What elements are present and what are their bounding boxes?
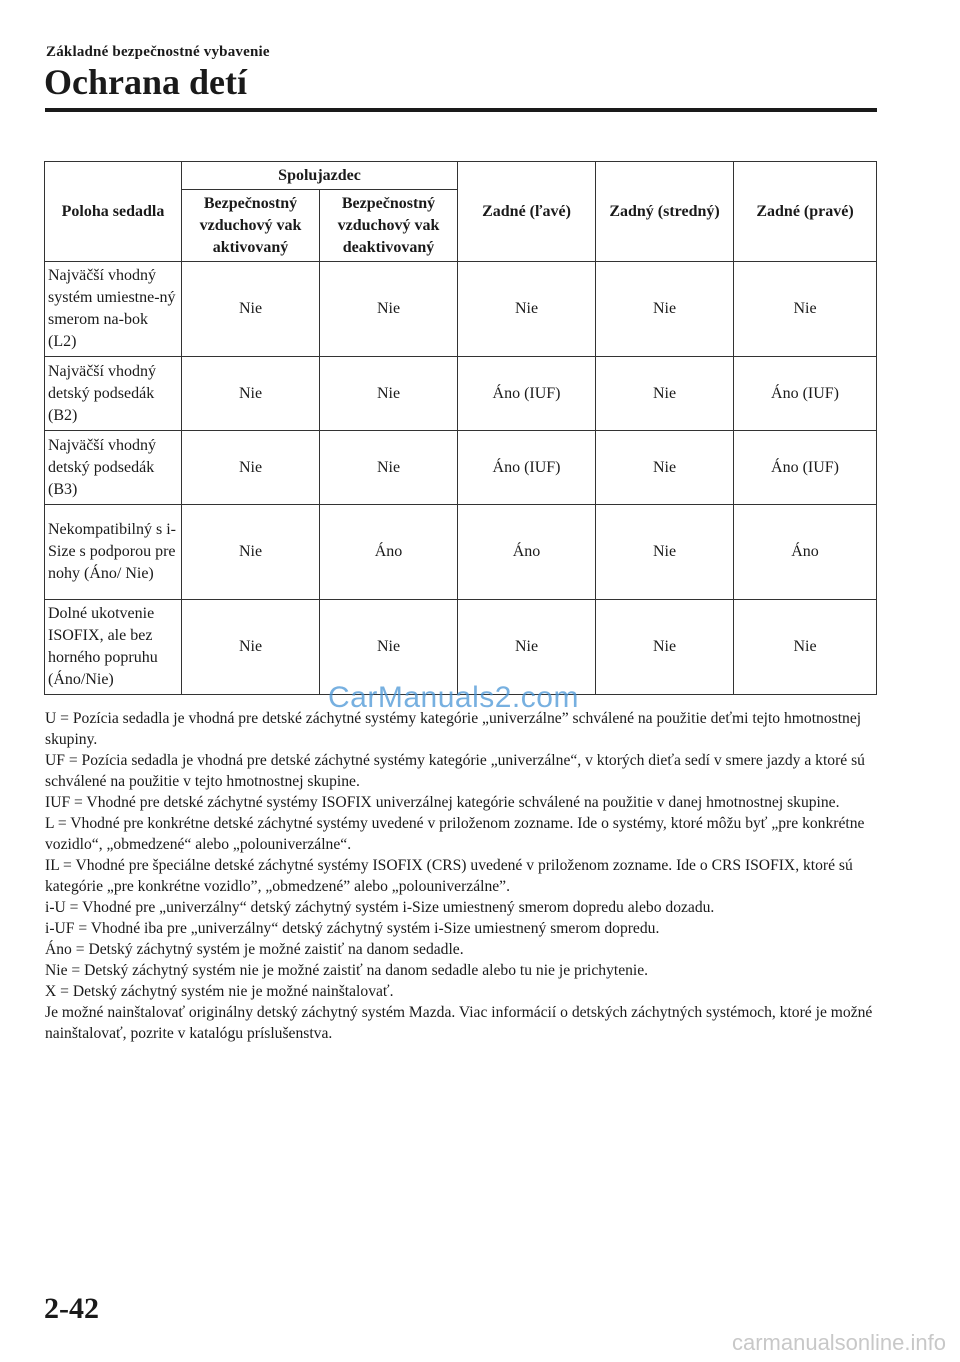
- table-cell: Nie: [182, 262, 320, 357]
- table-cell: Nie: [734, 600, 877, 695]
- table-row: [45, 357, 877, 431]
- table-row: [45, 431, 877, 505]
- note-iuf: IUF = Vhodné pre detské záchytné systémy ISOFIX univerzálnej kategórie schválené na použitie v danej hmotnostnej skupine.: [45, 794, 840, 811]
- table-cell: Nie: [596, 600, 734, 695]
- watermark-logo: CarManuals2.com: [328, 681, 579, 714]
- header-passenger: Spolujazdec: [182, 162, 458, 190]
- note-u: U = Pozícia sedadla je vhodná pre detské záchytné systémy kategórie „univerzálne” schválené na použitie deťmi tejto hmotnostnej skupiny.: [45, 710, 862, 748]
- note-i-uf: i-UF = Vhodné iba pre „univerzálny“ detský záchytný systém i-Size umiestnený smerom dopredu.: [45, 920, 660, 937]
- section-title: Základné bezpečnostné vybavenie: [46, 44, 270, 60]
- table-cell: Nie: [734, 262, 877, 357]
- header-rear-center: Zadný (stredný): [596, 162, 734, 262]
- note-i-u: i-U = Vhodné pre „univerzálny“ detský záchytný systém i-Size umiestnený smerom dopredu alebo dozadu.: [45, 899, 715, 916]
- header-rear-left: Zadné (ľavé): [458, 162, 596, 262]
- table-cell: Áno: [458, 505, 596, 600]
- table-cell: Áno (IUF): [734, 357, 877, 431]
- table-cell: Nie: [458, 600, 596, 695]
- table-cell: Nie: [596, 505, 734, 600]
- compatibility-table: [44, 161, 877, 695]
- table-cell: Nie: [596, 262, 734, 357]
- table-cell: Nie: [320, 262, 458, 357]
- table-cell: Nie: [320, 600, 458, 695]
- note-mazda: Je možné nainštalovať originálny detský záchytný systém Mazda. Viac informácií o detských záchytných systémoch, ktoré je možné nainštalovať, pozrite v katalógu príslušenstva.: [45, 1004, 873, 1042]
- row-label: Dolné ukotvenie ISOFIX, ale bez horného popruhu (Áno/Nie): [45, 600, 182, 695]
- note-l: L = Vhodné pre konkrétne detské záchytné systémy uvedené v priloženom zozname. Ide o systémy, ktoré môžu byť „pre konkrétne vozidlo“, „obmedzené“ alebo „polouniverzálne“.: [45, 815, 865, 853]
- table-cell: Nie: [320, 357, 458, 431]
- note-uf: UF = Pozícia sedadla je vhodná pre detské záchytné systémy kategórie „univerzálne“, v ktorých dieťa sedí v smere jazdy a ktoré sú schválené na použitie v tejto hmotnostnej skupine.: [45, 752, 865, 790]
- page-title: Ochrana detí: [44, 62, 247, 102]
- header-rear-right: Zadné (pravé): [734, 162, 877, 262]
- table-cell: Nie: [182, 600, 320, 695]
- table-cell: Nie: [182, 357, 320, 431]
- note-nie: Nie = Detský záchytný systém nie je možné zaistiť na danom sedadle alebo tu nie je prichytenie.: [45, 962, 649, 979]
- table-row: [45, 262, 877, 357]
- row-label: Najväčší vhodný detský podsedák (B3): [45, 431, 182, 505]
- table-cell: Nie: [320, 431, 458, 505]
- row-label: Najväčší vhodný systém umiestne-ný smerom na-bok (L2): [45, 262, 182, 357]
- table-cell: Áno (IUF): [734, 431, 877, 505]
- row-label: Nekompatibilný s i-Size s podporou pre nohy (Áno/ Nie): [45, 505, 182, 600]
- table-cell: Nie: [458, 262, 596, 357]
- page-number: 2-42: [44, 1292, 99, 1325]
- table-cell: Nie: [182, 505, 320, 600]
- legend-notes: [45, 708, 880, 1044]
- table-cell: Nie: [596, 357, 734, 431]
- table-cell: Nie: [182, 431, 320, 505]
- note-il: IL = Vhodné pre špeciálne detské záchytné systémy ISOFIX (CRS) uvedené v priloženom zozname. Ide o CRS ISOFIX, ktoré sú kategórie „pre konkrétne vozidlo”, „obmedzené” alebo „polouniverzálne”.: [45, 857, 853, 895]
- note-ano: Áno = Detský záchytný systém je možné zaistiť na danom sedadle.: [45, 941, 464, 958]
- table-cell: Áno (IUF): [458, 357, 596, 431]
- site-watermark: carmanualsonline.info: [731, 1330, 946, 1355]
- table-cell: Áno: [734, 505, 877, 600]
- header-seat-position: Poloha sedadla: [45, 162, 182, 262]
- table-row: [45, 505, 877, 600]
- header-airbag-deactivated: Bezpečnostný vzduchový vak deaktivovaný: [320, 190, 458, 262]
- header-airbag-activated: Bezpečnostný vzduchový vak aktivovaný: [182, 190, 320, 262]
- note-x: X = Detský záchytný systém nie je možné nainštalovať.: [45, 983, 394, 1000]
- table-cell: Nie: [596, 431, 734, 505]
- table-cell: Áno: [320, 505, 458, 600]
- table-cell: Áno (IUF): [458, 431, 596, 505]
- row-label: Najväčší vhodný detský podsedák (B2): [45, 357, 182, 431]
- title-divider: [45, 108, 877, 112]
